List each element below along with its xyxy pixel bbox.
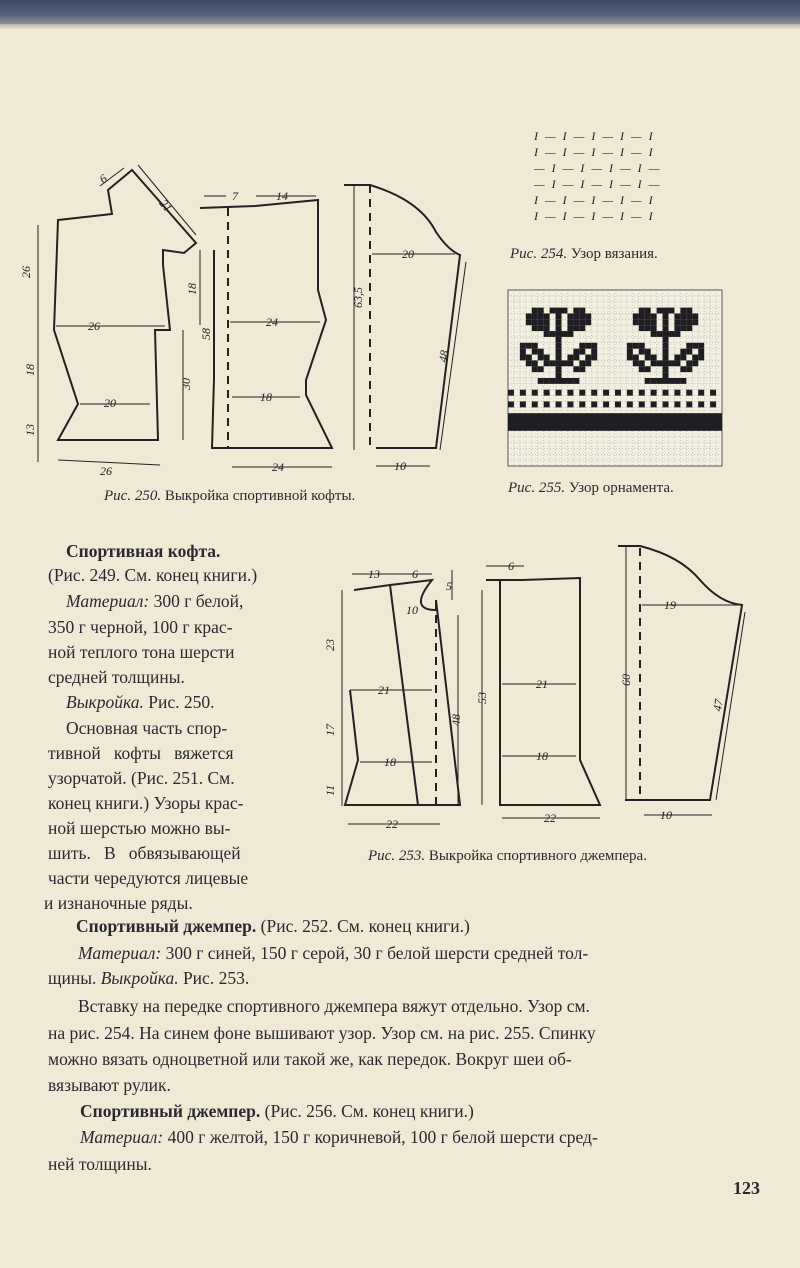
text-line: Основная часть спор- [66,718,228,738]
text-line: Вставку на передке спортивного джемпера вяжут отдельно. Узор см. [78,996,590,1016]
text-line: 350 г черной, 100 г крас- [48,617,233,637]
text-line: (Рис. 249. См. конец книги.) [48,565,258,585]
knit-row: I — I — I — I — I [534,129,655,143]
svg-text:6: 6 [96,171,110,187]
text-line: средней толщины. [48,667,185,687]
text-line: и изнаночные ряды. [44,893,193,913]
svg-text:24: 24 [266,315,278,329]
svg-text:5: 5 [446,579,452,593]
svg-text:47: 47 [710,698,726,713]
figure-255-caption: Рис. 255. Узор орнамента. [508,480,674,496]
text-line: шить. В обвязывающей [48,843,241,863]
figure-250-caption: Рис. 250. Выкройка спортивной кофты. [104,488,356,504]
figure-253-caption: Рис. 253. Выкройка спортивного джемпера. [368,848,647,864]
svg-text:18: 18 [23,364,37,376]
svg-text:18: 18 [384,755,396,769]
svg-text:53: 53 [475,692,489,704]
svg-text:24: 24 [272,460,284,474]
svg-text:6: 6 [412,567,418,581]
text-line: вязывают рулик. [48,1075,171,1095]
svg-text:48: 48 [435,349,452,364]
text-line: тивной кофты вяжется [48,743,234,763]
svg-text:18: 18 [260,390,272,404]
svg-text:13: 13 [23,424,37,436]
knit-row: I — I — I — I — I [534,209,655,223]
svg-text:63,5: 63,5 [351,287,365,308]
text-line: Материал: 300 г синей, 150 г серой, 30 г белой шерсти средней тол- [78,943,589,963]
text-line: Материал: 400 г желтой, 150 г коричневой, 100 г белой шерсти сред- [80,1127,598,1147]
svg-text:58: 58 [199,328,213,340]
svg-text:23: 23 [323,639,337,651]
text-line: можно вязать одноцветной или такой же, как передок. Вокруг шеи об- [48,1049,572,1069]
svg-text:18: 18 [185,283,199,295]
svg-text:21: 21 [156,196,175,215]
text-line: узорчатой. (Рис. 251. См. [48,768,235,788]
svg-text:22: 22 [386,817,398,831]
text-line: конец книги.) Узоры крас- [48,793,244,813]
svg-text:17: 17 [323,724,337,736]
text-line: части чередуются лицевые [48,868,249,888]
svg-text:21: 21 [536,677,548,691]
svg-text:6: 6 [508,559,514,573]
heading-sports-jumper-256: Спортивный джемпер. (Рис. 256. См. конец книги.) [80,1101,474,1121]
svg-text:14: 14 [276,189,288,203]
text-line: ной шерстью можно вы- [48,818,231,838]
knit-row: I — I — I — I — I [534,145,655,159]
svg-text:10: 10 [660,808,672,822]
svg-text:10: 10 [394,459,406,473]
svg-text:26: 26 [88,319,100,333]
knit-row: — I — I — I — I — [534,161,662,175]
svg-text:20: 20 [402,247,414,261]
heading-sports-cardigan: Спортивная кофта. [66,541,221,561]
svg-text:7: 7 [232,189,238,203]
text-line: щины. Выкройка. Рис. 253. [48,968,250,988]
knit-row: — I — I — I — I — [534,177,662,191]
text-line: Материал: 300 г белой, [66,591,244,611]
text-line: ной теплого тона шерсти [48,642,235,662]
svg-text:60: 60 [619,674,633,686]
text-line: Выкройка. Рис. 250. [66,692,215,712]
text-line: ней толщины. [48,1154,152,1174]
knit-row: I — I — I — I — I [534,193,655,207]
svg-text:11: 11 [323,784,337,796]
page-number: 123 [733,1178,760,1198]
svg-text:30: 30 [179,378,193,390]
svg-text:26: 26 [100,464,112,478]
figure-254-caption: Рис. 254. Узор вязания. [510,246,658,262]
svg-text:18: 18 [536,749,548,763]
svg-text:20: 20 [104,396,116,410]
svg-text:48: 48 [449,714,463,726]
svg-text:19: 19 [664,598,676,612]
svg-text:22: 22 [544,811,556,825]
text-line: на рис. 254. На синем фоне вышивают узор. Узор см. на рис. 255. Спинку [48,1023,596,1043]
svg-text:10: 10 [406,603,418,617]
svg-text:13: 13 [368,567,380,581]
svg-text:21: 21 [378,683,390,697]
heading-sports-jumper-252: Спортивный джемпер. (Рис. 252. См. конец книги.) [76,916,470,936]
svg-text:26: 26 [19,266,33,278]
